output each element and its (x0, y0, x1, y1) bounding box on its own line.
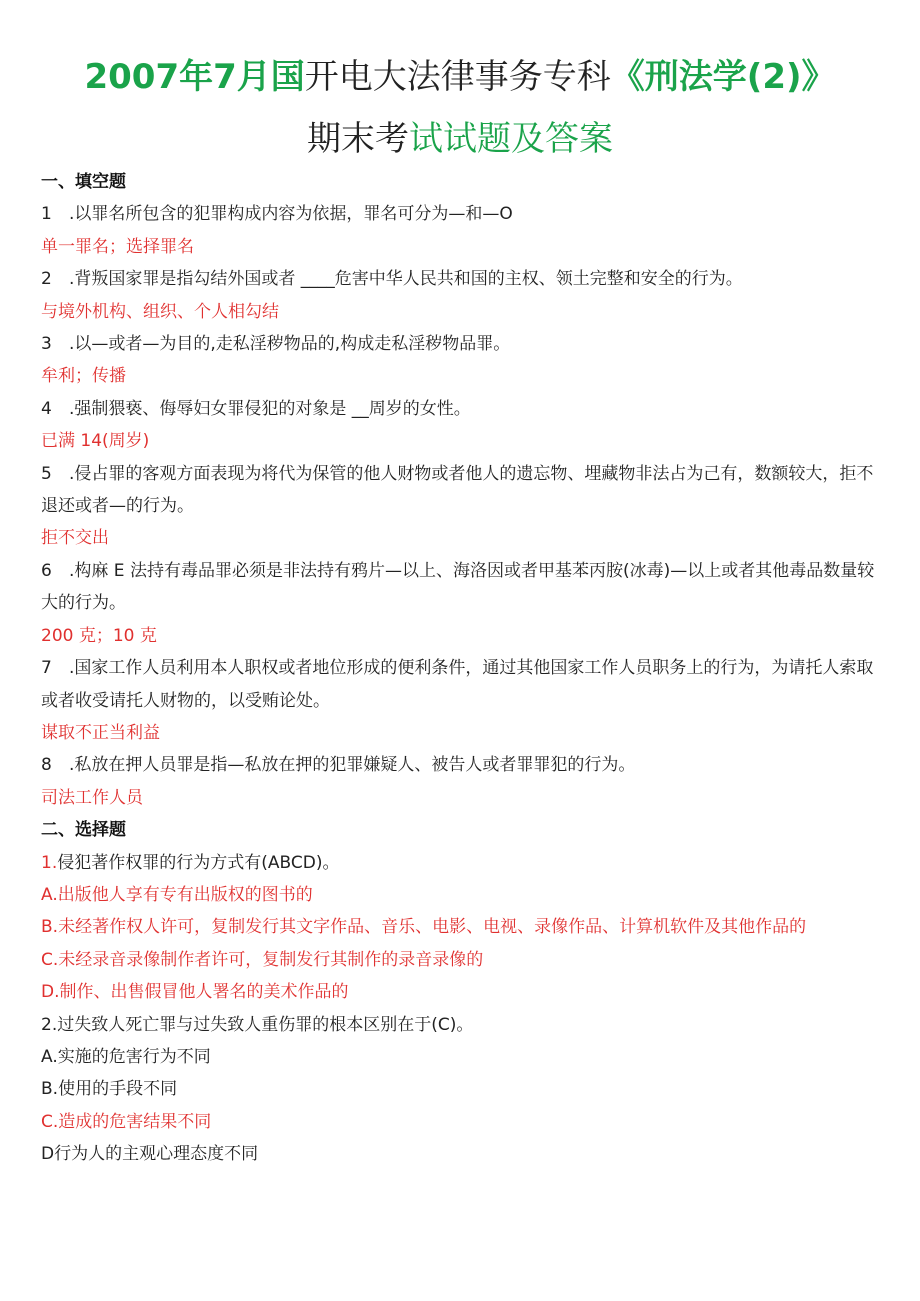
question-number: 2 (41, 269, 52, 290)
question-2 (41, 263, 881, 295)
question-6 (41, 555, 881, 620)
choice-option-b: B.未经著作权人许可，复制发行其文字作品、音乐、电影、电视、录像作品、计算机软件及其他作品的 (41, 917, 807, 938)
question-5 (41, 458, 881, 523)
answer-4: 已满 14(周岁) (41, 431, 150, 452)
choice-option-c: C.造成的危害结果不同 (41, 1111, 212, 1132)
title-month: 7 (213, 57, 237, 97)
answer-6: 200 克；10 克 (41, 625, 157, 646)
title-year: 2007 (84, 57, 180, 97)
question-number: 8 (41, 755, 52, 776)
section-heading-fill-in: 一、填空题 (41, 172, 126, 192)
question-3 (41, 328, 881, 360)
title-year-unit: 年 (179, 57, 214, 97)
answer-3: 牟利；传播 (41, 366, 126, 387)
question-number: 1 (41, 204, 52, 225)
choice-option-a: A.实施的危害行为不同 (41, 1046, 211, 1067)
question-text: .强制猥亵、侮辱妇女罪侵犯的对象是 __周岁的女性。 (69, 398, 471, 419)
question-text: .背叛国家罪是指勾结外国或者 ____危害中华人民共和国的主权、领土完整和安全的行为。 (69, 269, 743, 290)
answer-8: 司法工作人员 (41, 787, 143, 808)
choice-option-b: B.使用的手段不同 (41, 1079, 178, 1100)
question-1 (41, 198, 881, 230)
document-title-line1 (0, 52, 920, 102)
question-8 (41, 749, 881, 781)
question-text: .侵占罪的客观方面表现为将代为保管的他人财物或者他人的遗忘物、埋藏物非法占为己有，数额较大，拒不退还或者—的行为。 (41, 463, 874, 517)
question-text: .构麻 E 法持有毒品罪必须是非法持有鸦片—以上、海洛因或者甲基苯丙胺(冰毒)—以上或者其他毒品数量较大的行为。 (41, 560, 875, 614)
title-exam: 期末考 (307, 119, 409, 159)
title-month-unit: 月国 (236, 57, 305, 97)
question-text: 侵犯著作权罪的行为方式有(ABCD)。 (57, 852, 340, 873)
choice-option-d: D.制作、出售假冒他人署名的美术作品的 (41, 982, 349, 1003)
question-number: 7 (41, 658, 52, 679)
choice-option-c: C.未经录音录像制作者许可，复制发行其制作的录音录像的 (41, 949, 484, 970)
question-text: .以—或者—为目的,走私淫秽物品的,构成走私淫秽物品罪。 (69, 334, 511, 355)
question-number: 3 (41, 334, 52, 355)
title-program: 开电大法律事务专科 (304, 57, 611, 97)
question-4 (41, 393, 881, 425)
answer-5: 拒不交出 (41, 528, 109, 549)
answer-2: 与境外机构、组织、个人相勾结 (41, 301, 279, 322)
question-number: 6 (41, 560, 52, 581)
question-number: 5 (41, 463, 52, 484)
question-text: .私放在押人员罪是指—私放在押的犯罪嫌疑人、被告人或者罪罪犯的行为。 (69, 755, 636, 776)
question-number: 4 (41, 398, 52, 419)
document-body (41, 166, 881, 1171)
choice-question-1 (41, 847, 881, 879)
question-number: 1. (41, 852, 58, 873)
answer-7: 谋取不正当利益 (41, 722, 160, 743)
section-heading-choice: 二、选择题 (41, 820, 126, 841)
title-course: 《刑法学(2)》 (610, 57, 836, 97)
choice-question-2: 2.过失致人死亡罪与过失致人重伤罪的根本区别在于(C)。 (41, 1014, 474, 1035)
question-7 (41, 652, 881, 717)
question-text: .国家工作人员利用本人职权或者地位形成的便利条件，通过其他国家工作人员职务上的行为，为请托人索取或者收受请托人财物的，以受贿论处。 (41, 658, 874, 711)
document-title-line2 (0, 114, 920, 164)
choice-option-a: A.出版他人享有专有出版权的图书的 (41, 884, 313, 905)
answer-1: 单一罪名；选择罪名 (41, 236, 194, 257)
choice-option-d: D行为人的主观心理态度不同 (41, 1144, 259, 1165)
title-exam-suffix: 试试题及答案 (409, 119, 613, 159)
question-text: .以罪名所包含的犯罪构成内容为依据，罪名可分为—和—O (69, 204, 513, 225)
